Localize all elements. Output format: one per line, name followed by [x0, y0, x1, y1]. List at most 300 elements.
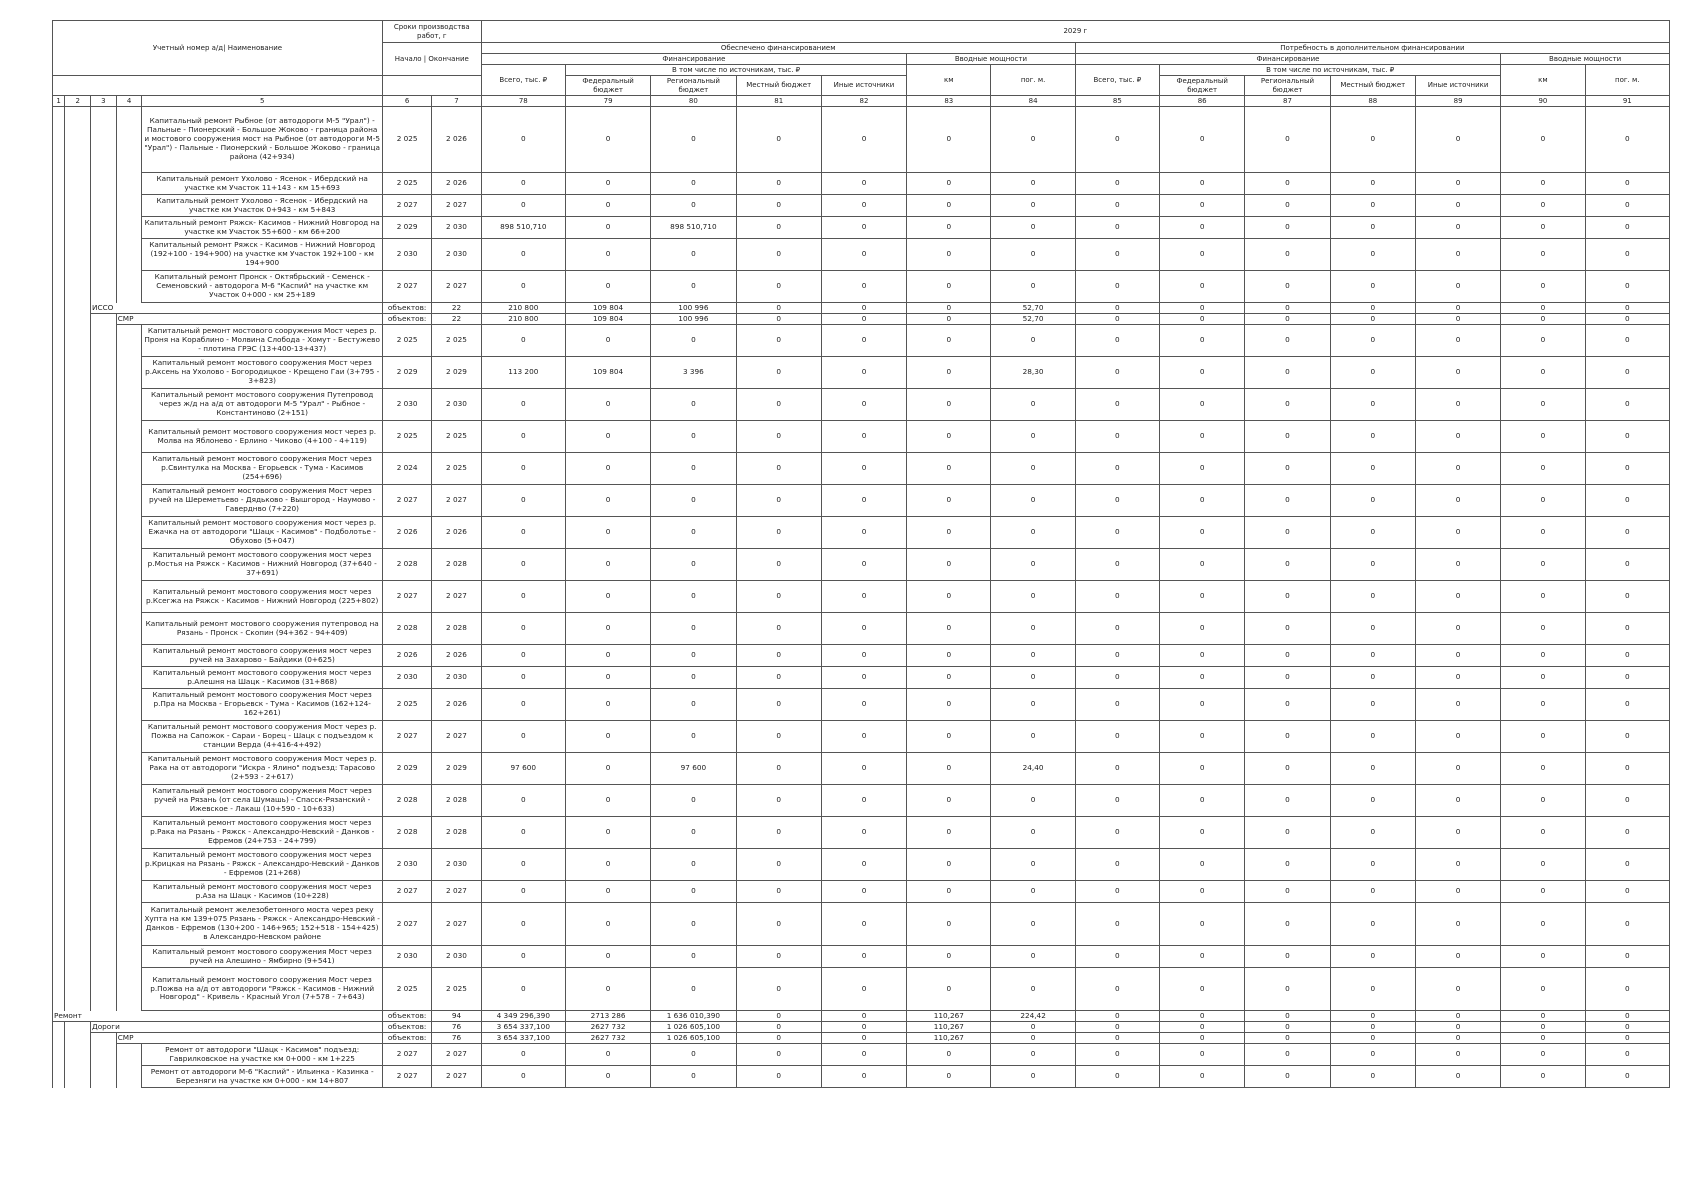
- value-cell: 0: [821, 753, 906, 785]
- value-cell: 0: [1075, 667, 1159, 689]
- value-cell: 0: [481, 645, 565, 667]
- value-cell: 0: [736, 785, 821, 817]
- row-name: Капитальный ремонт мостового сооружения Мост через р.Аксень на Ухолово - Богородицкое - Крещено Гаи (3+795 - 3+823): [142, 357, 383, 389]
- value-cell: 0: [481, 517, 565, 549]
- value-cell: 2627 732: [565, 1022, 650, 1033]
- table-row: [53, 667, 1670, 689]
- value-cell: 0: [1415, 1022, 1500, 1033]
- value-cell: 0: [907, 817, 991, 849]
- value-cell: 0: [736, 271, 821, 303]
- value-cell: 0: [1160, 239, 1245, 271]
- value-cell: 0: [821, 421, 906, 453]
- indent-cell: [116, 753, 142, 785]
- value-cell: 0: [1075, 721, 1159, 753]
- start-year-cell: 2 027: [382, 881, 431, 903]
- table-row: [53, 1066, 1670, 1088]
- start-year-cell: 2 029: [382, 357, 431, 389]
- start-year-cell: 2 027: [382, 721, 431, 753]
- value-cell: 0: [565, 968, 650, 1011]
- value-cell: 0: [481, 389, 565, 421]
- value-cell: 0: [736, 1022, 821, 1033]
- value-cell: 0: [1501, 903, 1585, 946]
- header-other-provided: Иные источники: [821, 76, 906, 96]
- value-cell: 110,267: [907, 1011, 991, 1022]
- indent-cell: [116, 968, 142, 1011]
- end-year-cell: 2 030: [432, 946, 481, 968]
- value-cell: 0: [1415, 485, 1500, 517]
- header-local-provided: Местный бюджет: [736, 76, 821, 96]
- value-cell: 0: [1501, 453, 1585, 485]
- indent-cell: [65, 389, 91, 421]
- indent-cell: [65, 1022, 91, 1033]
- value-cell: 0: [1245, 421, 1330, 453]
- indent-cell: [53, 645, 65, 667]
- value-cell: 0: [481, 107, 565, 173]
- value-cell: 0: [1501, 1044, 1585, 1066]
- value-cell: 0: [651, 517, 736, 549]
- value-cell: 0: [1160, 645, 1245, 667]
- value-cell: 0: [736, 173, 821, 195]
- value-cell: 0: [565, 817, 650, 849]
- value-cell: 0: [1585, 645, 1669, 667]
- header-federal-provided: Федеральный бюджет: [565, 76, 650, 96]
- value-cell: 0: [1160, 613, 1245, 645]
- indent-cell: [91, 667, 117, 689]
- end-year-cell: 2 028: [432, 817, 481, 849]
- value-cell: 0: [736, 314, 821, 325]
- end-year-cell: 2 030: [432, 239, 481, 271]
- indent-cell: [116, 549, 142, 581]
- indent-cell: [91, 217, 117, 239]
- start-year-cell: 2 026: [382, 517, 431, 549]
- value-cell: 0: [991, 581, 1075, 613]
- value-cell: 0: [1245, 903, 1330, 946]
- indent-cell: [65, 968, 91, 1011]
- value-cell: 1 026 605,100: [651, 1033, 736, 1044]
- end-year-cell: 2 027: [432, 1066, 481, 1088]
- value-cell: 0: [481, 667, 565, 689]
- value-cell: 0: [907, 613, 991, 645]
- value-cell: 0: [481, 239, 565, 271]
- end-year-cell: 2 026: [432, 517, 481, 549]
- header-financing-need: Финансирование: [1075, 54, 1501, 65]
- indent-cell: [65, 645, 91, 667]
- value-cell: 0: [1585, 1022, 1669, 1033]
- value-cell: 0: [1585, 271, 1669, 303]
- indent-cell: [53, 613, 65, 645]
- value-cell: 0: [565, 785, 650, 817]
- indent-cell: [116, 239, 142, 271]
- value-cell: 0: [991, 785, 1075, 817]
- row-name: Капитальный ремонт мостового сооружения мост через р.Ксегжа на Ряжск - Касимов - Нижний Новгород (225+802): [142, 581, 383, 613]
- value-cell: 0: [1585, 849, 1669, 881]
- value-cell: 0: [651, 389, 736, 421]
- value-cell: 0: [736, 881, 821, 903]
- value-cell: 100 996: [651, 303, 736, 314]
- value-cell: 0: [821, 1011, 906, 1022]
- indent-cell: [116, 517, 142, 549]
- value-cell: 0: [1160, 357, 1245, 389]
- value-cell: 0: [1330, 645, 1415, 667]
- value-cell: 0: [1245, 613, 1330, 645]
- value-cell: 0: [1585, 303, 1669, 314]
- indent-cell: [91, 389, 117, 421]
- value-cell: 0: [907, 217, 991, 239]
- end-year-cell: 2 026: [432, 689, 481, 721]
- indent-cell: [53, 549, 65, 581]
- value-cell: 0: [1075, 239, 1159, 271]
- indent-cell: [116, 849, 142, 881]
- end-year-cell: 94: [432, 1011, 481, 1022]
- table-row: [53, 881, 1670, 903]
- end-year-cell: 2 030: [432, 849, 481, 881]
- value-cell: 0: [821, 195, 906, 217]
- value-cell: 0: [1245, 785, 1330, 817]
- value-cell: 0: [907, 485, 991, 517]
- header-regional-provided: Региональный бюджет: [651, 76, 736, 96]
- value-cell: 0: [1160, 1066, 1245, 1088]
- value-cell: 0: [821, 881, 906, 903]
- indent-cell: [53, 389, 65, 421]
- value-cell: 0: [1415, 1066, 1500, 1088]
- indent-cell: [65, 817, 91, 849]
- value-cell: 0: [651, 968, 736, 1011]
- value-cell: 0: [1501, 357, 1585, 389]
- value-cell: 2627 732: [565, 1033, 650, 1044]
- value-cell: 0: [821, 389, 906, 421]
- value-cell: 0: [651, 849, 736, 881]
- value-cell: 0: [651, 107, 736, 173]
- value-cell: 0: [1245, 195, 1330, 217]
- value-cell: 0: [736, 849, 821, 881]
- value-cell: 0: [1415, 1011, 1500, 1022]
- value-cell: 0: [1330, 1011, 1415, 1022]
- value-cell: 0: [1415, 217, 1500, 239]
- indent-cell: [65, 271, 91, 303]
- value-cell: 0: [1585, 421, 1669, 453]
- value-cell: 3 654 337,100: [481, 1033, 565, 1044]
- value-cell: 0: [1501, 817, 1585, 849]
- value-cell: 0: [991, 817, 1075, 849]
- value-cell: 0: [481, 195, 565, 217]
- group-label: ИССО: [91, 303, 383, 314]
- value-cell: 0: [1245, 389, 1330, 421]
- value-cell: 0: [1330, 849, 1415, 881]
- value-cell: 0: [1160, 173, 1245, 195]
- end-year-cell: 2 027: [432, 881, 481, 903]
- value-cell: 0: [1330, 753, 1415, 785]
- row-name: Капитальный ремонт мостового сооружения мост через р.Алешня на Шацк - Касимов (31+868): [142, 667, 383, 689]
- row-name: Капитальный ремонт Ряжск- Касимов - Нижний Новгород на участке км Участок 55+600 - км 66+200: [142, 217, 383, 239]
- table-row: [53, 485, 1670, 517]
- value-cell: 0: [1075, 271, 1159, 303]
- indent-cell: [91, 549, 117, 581]
- indent-cell: [53, 581, 65, 613]
- value-cell: 0: [1245, 325, 1330, 357]
- value-cell: 0: [1501, 107, 1585, 173]
- start-year-cell: объектов:: [382, 303, 431, 314]
- value-cell: 0: [1160, 303, 1245, 314]
- value-cell: 0: [565, 613, 650, 645]
- value-cell: 0: [736, 753, 821, 785]
- value-cell: 0: [991, 1033, 1075, 1044]
- value-cell: 0: [1160, 849, 1245, 881]
- table-row: [53, 968, 1670, 1011]
- value-cell: 0: [651, 946, 736, 968]
- start-year-cell: 2 029: [382, 217, 431, 239]
- value-cell: 0: [907, 421, 991, 453]
- value-cell: 0: [736, 667, 821, 689]
- column-number: 88: [1330, 96, 1415, 107]
- end-year-cell: 2 028: [432, 549, 481, 581]
- value-cell: 0: [1160, 421, 1245, 453]
- indent-cell: [53, 485, 65, 517]
- start-year-cell: 2 028: [382, 549, 431, 581]
- indent-cell: [65, 849, 91, 881]
- header-id-name: Учетный номер а/д| Наименование: [53, 21, 383, 76]
- value-cell: 0: [565, 1066, 650, 1088]
- start-year-cell: 2 028: [382, 785, 431, 817]
- indent-cell: [91, 357, 117, 389]
- value-cell: 0: [1330, 453, 1415, 485]
- value-cell: 0: [565, 271, 650, 303]
- value-cell: 0: [991, 549, 1075, 581]
- value-cell: 0: [1585, 314, 1669, 325]
- value-cell: 0: [736, 421, 821, 453]
- value-cell: 0: [1415, 239, 1500, 271]
- indent-cell: [65, 314, 91, 325]
- value-cell: 0: [1501, 645, 1585, 667]
- start-year-cell: 2 025: [382, 421, 431, 453]
- start-year-cell: 2 025: [382, 325, 431, 357]
- indent-cell: [116, 421, 142, 453]
- end-year-cell: 2 027: [432, 271, 481, 303]
- value-cell: 0: [1160, 946, 1245, 968]
- start-year-cell: 2 030: [382, 946, 431, 968]
- indent-cell: [65, 689, 91, 721]
- header-year: 2029 г: [481, 21, 1669, 43]
- indent-cell: [65, 357, 91, 389]
- start-year-cell: 2 027: [382, 581, 431, 613]
- value-cell: 0: [991, 645, 1075, 667]
- indent-cell: [65, 421, 91, 453]
- value-cell: 0: [1075, 517, 1159, 549]
- end-year-cell: 2 030: [432, 217, 481, 239]
- value-cell: 0: [1160, 817, 1245, 849]
- value-cell: 0: [481, 1044, 565, 1066]
- indent-cell: [91, 1033, 117, 1044]
- start-year-cell: 2 025: [382, 173, 431, 195]
- table-row: [53, 613, 1670, 645]
- value-cell: 0: [1415, 314, 1500, 325]
- value-cell: 0: [651, 645, 736, 667]
- value-cell: 0: [1160, 325, 1245, 357]
- subtotal-row: [53, 1011, 1670, 1022]
- value-cell: 0: [991, 217, 1075, 239]
- value-cell: 0: [1501, 389, 1585, 421]
- value-cell: 0: [1160, 881, 1245, 903]
- indent-cell: [116, 581, 142, 613]
- value-cell: 0: [1501, 195, 1585, 217]
- indent-cell: [91, 613, 117, 645]
- value-cell: 0: [991, 689, 1075, 721]
- value-cell: 0: [481, 946, 565, 968]
- value-cell: 52,70: [991, 314, 1075, 325]
- header-need: Потребность в дополнительном финансировании: [1075, 43, 1669, 54]
- value-cell: 0: [1075, 785, 1159, 817]
- indent-cell: [116, 217, 142, 239]
- indent-cell: [91, 271, 117, 303]
- value-cell: 0: [651, 689, 736, 721]
- column-number: 79: [565, 96, 650, 107]
- indent-cell: [65, 517, 91, 549]
- value-cell: 0: [1330, 581, 1415, 613]
- table-row: [53, 421, 1670, 453]
- value-cell: 0: [1330, 1044, 1415, 1066]
- value-cell: 0: [1415, 303, 1500, 314]
- value-cell: 0: [1245, 173, 1330, 195]
- value-cell: 0: [821, 485, 906, 517]
- value-cell: 0: [1245, 721, 1330, 753]
- value-cell: 0: [821, 581, 906, 613]
- value-cell: 0: [821, 517, 906, 549]
- value-cell: 0: [565, 645, 650, 667]
- start-year-cell: 2 030: [382, 239, 431, 271]
- value-cell: 0: [821, 613, 906, 645]
- indent-cell: [53, 1033, 65, 1044]
- value-cell: 210 800: [481, 314, 565, 325]
- value-cell: 0: [907, 946, 991, 968]
- header-pogm-provided: пог. м.: [991, 65, 1075, 96]
- value-cell: 0: [481, 421, 565, 453]
- value-cell: 0: [1415, 421, 1500, 453]
- value-cell: 0: [821, 946, 906, 968]
- indent-cell: [65, 453, 91, 485]
- value-cell: 0: [1330, 946, 1415, 968]
- end-year-cell: 2 027: [432, 721, 481, 753]
- start-year-cell: объектов:: [382, 1033, 431, 1044]
- value-cell: 0: [1501, 173, 1585, 195]
- indent-cell: [53, 1044, 65, 1066]
- value-cell: 0: [1415, 817, 1500, 849]
- value-cell: 0: [651, 1066, 736, 1088]
- value-cell: 0: [1075, 881, 1159, 903]
- value-cell: 0: [736, 1066, 821, 1088]
- group-label: СМР: [116, 314, 382, 325]
- start-year-cell: 2 028: [382, 613, 431, 645]
- value-cell: 0: [1245, 303, 1330, 314]
- end-year-cell: 76: [432, 1022, 481, 1033]
- value-cell: 0: [1160, 581, 1245, 613]
- indent-cell: [53, 667, 65, 689]
- indent-cell: [53, 817, 65, 849]
- budget-table: [52, 20, 1670, 1088]
- indent-cell: [116, 453, 142, 485]
- value-cell: 0: [1160, 1044, 1245, 1066]
- table-row: [53, 721, 1670, 753]
- value-cell: 0: [736, 645, 821, 667]
- value-cell: 0: [1160, 389, 1245, 421]
- header-total-provided: Всего, тыс. ₽: [481, 65, 565, 96]
- indent-cell: [91, 517, 117, 549]
- value-cell: 0: [1585, 689, 1669, 721]
- value-cell: 0: [1330, 968, 1415, 1011]
- value-cell: 0: [736, 517, 821, 549]
- value-cell: 0: [1245, 946, 1330, 968]
- value-cell: 0: [1330, 239, 1415, 271]
- value-cell: 2713 286: [565, 1011, 650, 1022]
- indent-cell: [53, 1066, 65, 1088]
- column-number: 85: [1075, 96, 1159, 107]
- value-cell: 0: [1585, 453, 1669, 485]
- value-cell: 0: [736, 1011, 821, 1022]
- start-year-cell: 2 030: [382, 667, 431, 689]
- value-cell: 0: [821, 689, 906, 721]
- value-cell: 24,40: [991, 753, 1075, 785]
- value-cell: 0: [651, 613, 736, 645]
- value-cell: 0: [651, 667, 736, 689]
- row-name: Капитальный ремонт мостового сооружения Мост через р.Пожва на а/д от автодороги "Ряжск - Касимов - Нижний Новгород" - Кривель - Красный Угол (7+578 - 7+643): [142, 968, 383, 1011]
- value-cell: 0: [565, 689, 650, 721]
- value-cell: 0: [1160, 517, 1245, 549]
- indent-cell: [65, 946, 91, 968]
- end-year-cell: 2 025: [432, 968, 481, 1011]
- indent-cell: [91, 239, 117, 271]
- header-other-need: Иные источники: [1415, 76, 1500, 96]
- row-name: Капитальный ремонт мостового сооружения мост через р.Аза на Шацк - Касимов (10+228): [142, 881, 383, 903]
- value-cell: 0: [1075, 581, 1159, 613]
- value-cell: 0: [736, 968, 821, 1011]
- group-label: Дороги: [91, 1022, 383, 1033]
- value-cell: 0: [1075, 107, 1159, 173]
- value-cell: 0: [1160, 485, 1245, 517]
- value-cell: 0: [907, 453, 991, 485]
- value-cell: 0: [1501, 1066, 1585, 1088]
- value-cell: 0: [1585, 107, 1669, 173]
- indent-cell: [116, 389, 142, 421]
- value-cell: 0: [1415, 271, 1500, 303]
- value-cell: 0: [481, 613, 565, 645]
- value-cell: 0: [1075, 946, 1159, 968]
- value-cell: 0: [1585, 239, 1669, 271]
- indent-cell: [116, 195, 142, 217]
- value-cell: 0: [651, 721, 736, 753]
- value-cell: 0: [1501, 881, 1585, 903]
- indent-cell: [116, 325, 142, 357]
- value-cell: 0: [1245, 1033, 1330, 1044]
- group-label: СМР: [116, 1033, 382, 1044]
- value-cell: 0: [565, 421, 650, 453]
- start-year-cell: 2 027: [382, 271, 431, 303]
- indent-cell: [91, 689, 117, 721]
- value-cell: 0: [736, 303, 821, 314]
- value-cell: 0: [1075, 753, 1159, 785]
- value-cell: 0: [821, 549, 906, 581]
- value-cell: 0: [1415, 903, 1500, 946]
- value-cell: 0: [565, 946, 650, 968]
- value-cell: 0: [651, 195, 736, 217]
- value-cell: 0: [1501, 421, 1585, 453]
- value-cell: 0: [907, 325, 991, 357]
- value-cell: 0: [651, 239, 736, 271]
- value-cell: 0: [1245, 1011, 1330, 1022]
- value-cell: 110,267: [907, 1022, 991, 1033]
- value-cell: 0: [1415, 785, 1500, 817]
- value-cell: 0: [907, 849, 991, 881]
- indent-cell: [53, 271, 65, 303]
- value-cell: 0: [1330, 303, 1415, 314]
- row-name: Капитальный ремонт Ухолово - Ясенок - Ибердский на участке км Участок 11+143 - км 15+693: [142, 173, 383, 195]
